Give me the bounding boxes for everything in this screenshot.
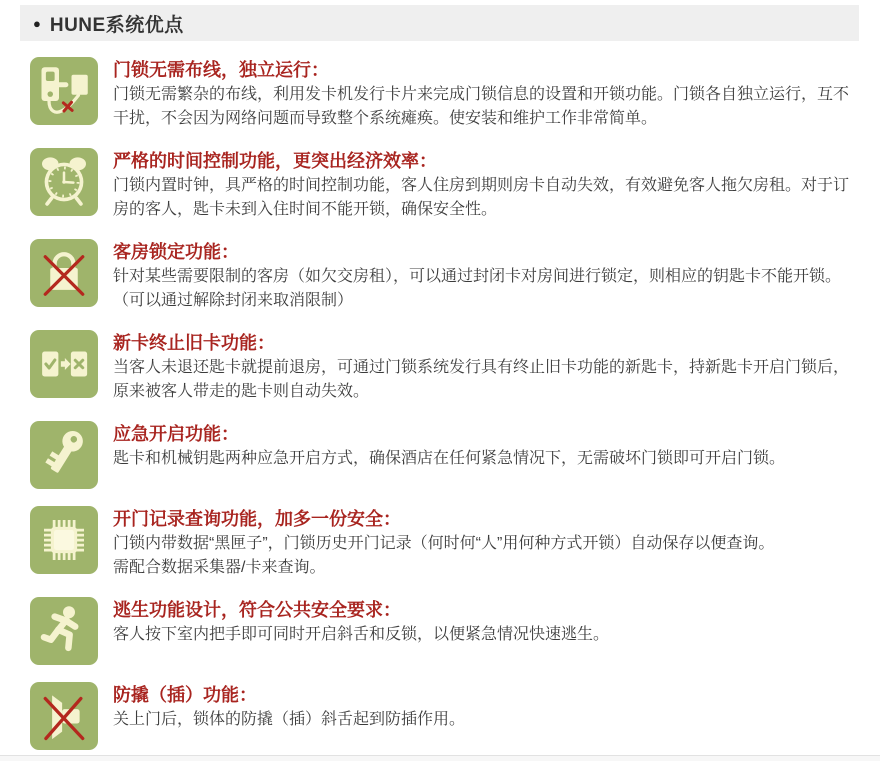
bottom-divider xyxy=(0,755,880,761)
feature-title: 逃生功能设计，符合公共安全要求： xyxy=(113,600,401,620)
feature-list xyxy=(0,41,880,761)
feature-body-line: 匙卡和机械钥匙两种应急开启方式，确保酒店在任何紧急情况下，无需破坏门锁即可开启门锁。 xyxy=(113,450,786,467)
feature-texts xyxy=(113,57,860,131)
feature-icon-tile xyxy=(30,148,98,216)
feature-icon-tile xyxy=(30,682,98,750)
feature-texts xyxy=(113,148,860,222)
feature-body-line: 针对某些需要限制的客房（如欠交房租），可以通过封闭卡对房间进行锁定，则相应的钥匙卡不能开锁。 xyxy=(113,268,842,285)
record-chip-icon xyxy=(34,510,94,570)
feature-body-line: 客人按下室内把手即可同时开启斜舌和反锁，以便紧急情况快速逃生。 xyxy=(113,626,610,643)
section-header xyxy=(20,5,859,41)
feature-body-line: 关上门后，锁体的防撬（插）斜舌起到防插作用。 xyxy=(113,711,466,728)
feature-texts xyxy=(113,421,860,489)
feature-texts xyxy=(113,239,860,313)
feature-title: 客房锁定功能： xyxy=(113,242,239,262)
feature-item xyxy=(30,57,860,131)
feature-body-line: 门锁内置时钟，具严格的时间控制功能，客人住房到期则房卡自动失效，有效避免客人拖欠房租。对于订房的客人，匙卡未到入住时间不能开锁，确保安全性。 xyxy=(113,177,850,218)
feature-texts xyxy=(113,506,860,580)
feature-item xyxy=(30,421,860,489)
feature-body-line: 需配合数据采集器/卡来查询。 xyxy=(113,559,326,576)
feature-title: 开门记录查询功能，加多一份安全： xyxy=(113,509,401,529)
wireless-lock-icon xyxy=(34,61,94,121)
feature-body xyxy=(113,83,860,131)
feature-item xyxy=(30,506,860,580)
card-replace-icon xyxy=(34,334,94,394)
feature-icon-tile xyxy=(30,330,98,398)
feature-icon-tile xyxy=(30,239,98,307)
feature-body-line: 门锁内带数据“黑匣子”，门锁历史开门记录（何时何“人”用何种方式开锁）自动保存以便查询。 xyxy=(113,535,775,552)
page-title: HUNE系统优点 xyxy=(49,14,184,36)
feature-body xyxy=(113,532,860,580)
feature-item xyxy=(30,330,860,404)
feature-item xyxy=(30,148,860,222)
feature-icon-tile xyxy=(30,597,98,665)
room-lockout-icon xyxy=(34,243,94,303)
feature-item xyxy=(30,682,860,750)
feature-icon-tile xyxy=(30,506,98,574)
escape-runner-icon xyxy=(34,601,94,661)
feature-body xyxy=(113,623,860,647)
feature-title: 门锁无需布线，独立运行： xyxy=(113,60,329,80)
feature-item xyxy=(30,239,860,313)
feature-body xyxy=(113,356,860,404)
feature-body xyxy=(113,708,860,732)
feature-body xyxy=(113,174,860,222)
feature-title: 新卡终止旧卡功能： xyxy=(113,333,275,353)
feature-texts xyxy=(113,682,860,750)
feature-title: 应急开启功能： xyxy=(113,424,239,444)
feature-texts xyxy=(113,330,860,404)
feature-texts xyxy=(113,597,860,665)
feature-item xyxy=(30,597,860,665)
feature-title: 严格的时间控制功能，更突出经济效率： xyxy=(113,151,437,171)
feature-icon-tile xyxy=(30,421,98,489)
feature-body-line: （可以通过解除封闭来取消限制） xyxy=(113,292,354,309)
feature-body-line: 门锁无需繁杂的布线，利用发卡机发行卡片来完成门锁信息的设置和开锁功能。门锁各自独立运行，互不干扰，不会因为网络问题而导致整个系统瘫痪。使安装和维护工作非常简单。 xyxy=(113,86,850,127)
feature-icon-tile xyxy=(30,57,98,125)
feature-title: 防撬（插）功能： xyxy=(113,685,257,705)
feature-body-line: 当客人未退还匙卡就提前退房，可通过门锁系统发行具有终止旧卡功能的新匙卡，持新匙卡开启门锁后，原来被客人带走的匙卡则自动失效。 xyxy=(113,359,850,400)
feature-body xyxy=(113,447,860,471)
bullet-icon: ● xyxy=(33,15,41,31)
feature-body xyxy=(113,265,860,313)
anti-pry-icon xyxy=(34,686,94,746)
alarm-clock-icon xyxy=(34,152,94,212)
emergency-key-icon xyxy=(34,425,94,485)
